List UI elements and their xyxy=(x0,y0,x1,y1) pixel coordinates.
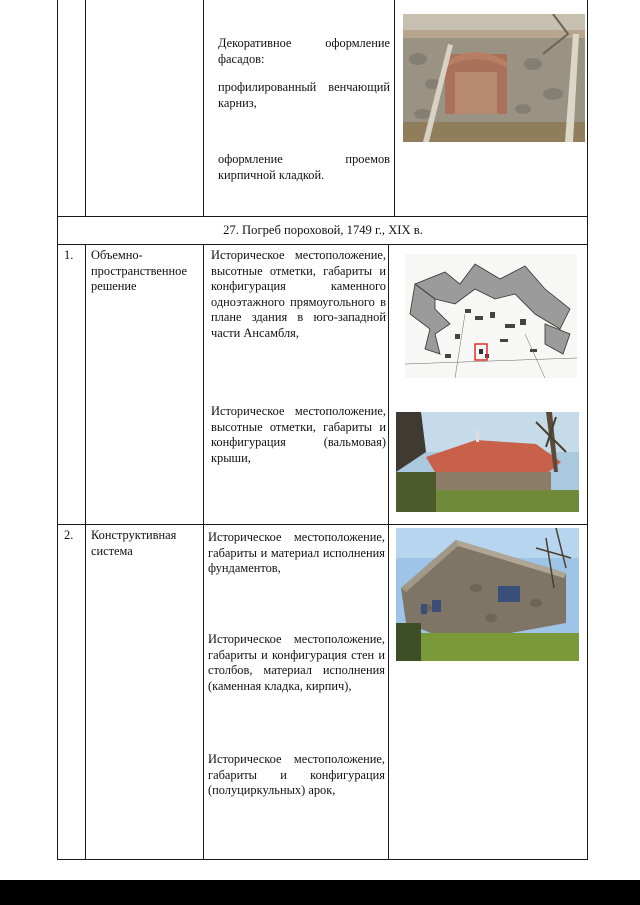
row-2-text-1: Историческое местоположение, габариты и материал исполнения фундаментов, xyxy=(208,530,385,576)
fortress-plan-map xyxy=(405,254,577,378)
row-line-3 xyxy=(57,524,588,525)
table-col-line-1b xyxy=(85,244,86,860)
table-col-line-2 xyxy=(203,244,204,860)
top-row-text-2: профилированный венчающий карниз, xyxy=(218,80,390,110)
row-1-text-1: Историческое местоположение, высотные отметки, габариты и конфигурация каменного одноэтажного прямоугольного в плане здания в юго-западной части Ансамбля, xyxy=(211,248,386,340)
table-border-right xyxy=(587,0,588,860)
top-row-text-1: Декоративное оформление фасадов: xyxy=(218,36,390,66)
table-border-left xyxy=(57,0,58,860)
table-col-line-3 xyxy=(394,0,395,216)
row-1-element: Объемно-пространственное решение xyxy=(91,248,188,294)
photo-building-red-roof xyxy=(396,412,579,512)
row-line-bottom xyxy=(57,859,588,860)
row-2-element: Конструктивная система xyxy=(91,528,177,558)
row-line-1 xyxy=(57,216,588,217)
table-col-line-1 xyxy=(85,0,86,216)
photo-stone-building-side xyxy=(396,528,579,661)
top-row-text-3: оформление проемов кирпичной кладкой. xyxy=(218,152,390,182)
table-col-line-3b xyxy=(388,244,389,860)
scan-bottom-edge xyxy=(0,880,640,905)
table-col-line-2-top xyxy=(203,0,204,216)
row-1-text-2: Историческое местоположение, высотные отметки, габариты и конфигурация (вальмовая) крыши, xyxy=(211,404,386,465)
row-1-number: 1. xyxy=(64,248,74,262)
row-line-2 xyxy=(57,244,588,245)
photo-facade-arch xyxy=(403,14,585,142)
row-2-text-3: Историческое местоположение, габариты и конфигурация (полуциркульных) арок, xyxy=(208,752,385,798)
section-header: 27. Погреб пороховой, 1749 г., XIX в. xyxy=(223,223,423,237)
row-2-number: 2. xyxy=(64,528,74,542)
row-2-text-2: Историческое местоположение, габариты и конфигурация стен и столбов, материал исполнения (каменная кладка, кирпич), xyxy=(208,632,385,693)
